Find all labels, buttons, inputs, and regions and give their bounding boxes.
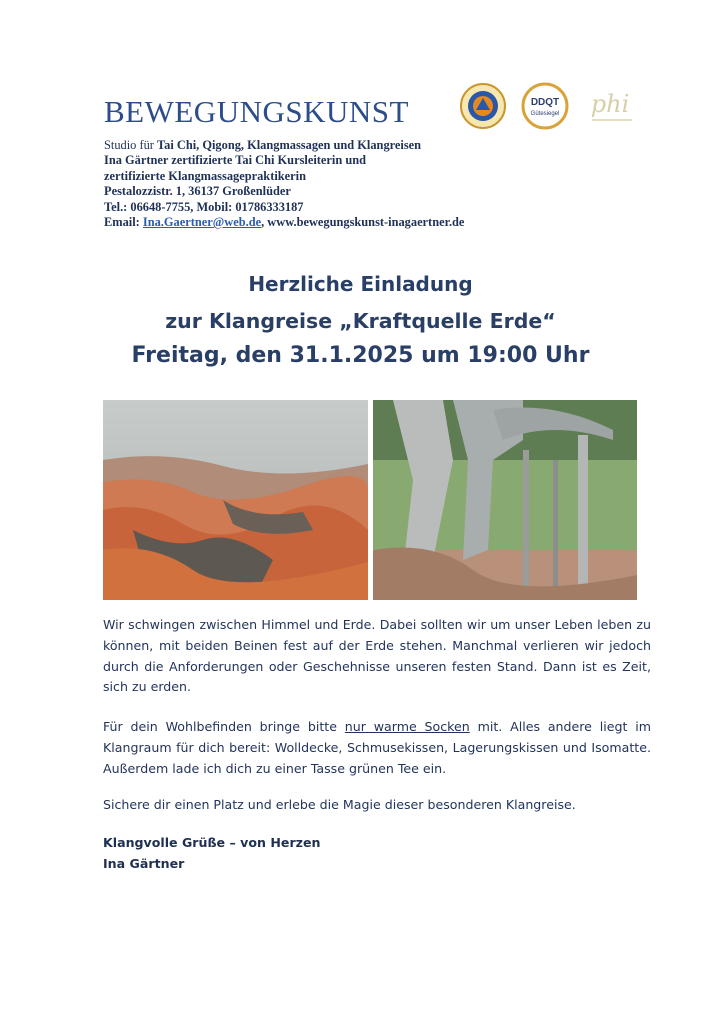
ddqt-seal-logo <box>523 84 567 128</box>
bring-text-start: Für dein Wohlbefinden bringe bitte <box>103 719 345 734</box>
ddqt-subtext: Gütesiegel <box>530 111 560 117</box>
event-title: zur Klangreise „Kraftquelle Erde“ <box>165 309 556 333</box>
reserve-paragraph: Sichere dir einen Platz und erlebe die Magie dieser besonderen Klangreise. <box>103 797 576 812</box>
contact-block <box>104 138 464 230</box>
event-date: Freitag, den 31.1.2025 um 19:00 Uhr <box>131 343 590 368</box>
certification-logos <box>460 82 640 132</box>
email-label: Email: <box>104 215 143 230</box>
website-text: , www.bewegungskunst-inagaertner.de <box>261 215 465 230</box>
banyan-tree-photo <box>373 400 637 600</box>
phi-text: phi <box>590 90 630 118</box>
brand-title: BEWEGUNGSKUNST <box>104 94 409 129</box>
qualification-line-1: Ina Gärtner zertifizierte Tai Chi Kursleiterin und <box>104 153 367 168</box>
qualification-line-2: zertifizierte Klangmassagepraktikerin <box>104 168 306 183</box>
intro-paragraph: Wir schwingen zwischen Himmel und Erde. Dabei sollten wir um unser Leben leben zu können, mit beiden Beinen fest auf der Erde stehen. Manchmal verlieren wir jedoch durch die Anforderungen oder Geschehnisse unseren festen Stand. Dann ist es Zeit, sich zu erden. <box>103 617 651 695</box>
school-seal-logo <box>461 84 505 128</box>
phi-logo <box>591 90 632 121</box>
phone-line: Tel.: 06648-7755, Mobil: 01786333187 <box>104 199 304 214</box>
ddqt-text: DDQT <box>530 97 560 108</box>
studio-line <box>104 138 464 153</box>
bring-text-end: mit. Alles andere liegt im Klangraum für dich bereit: Wolldecke, Schmusekissen, Lagerungskissen und Isomatte. Außerdem lade ich dich zu einer Tasse grünen Tee ein. <box>103 719 651 776</box>
bring-paragraph <box>103 717 651 779</box>
studio-prefix: Studio für <box>104 138 158 152</box>
address-line: Pestalozzistr. 1, 36137 Großenlüder <box>104 184 291 199</box>
closing-greeting: Klangvolle Grüße – von Herzen <box>103 835 321 850</box>
invitation-heading: Herzliche Einladung <box>248 272 473 296</box>
email-link[interactable]: Ina.Gaertner@web.de <box>142 215 262 230</box>
socks-note: nur warme Socken <box>344 719 470 734</box>
email-line <box>104 215 464 230</box>
studio-offerings: Tai Chi, Qigong, Klangmassagen und Klangreisen <box>157 138 422 152</box>
landscape-photo <box>103 400 368 600</box>
signature-name: Ina Gärtner <box>103 856 185 871</box>
